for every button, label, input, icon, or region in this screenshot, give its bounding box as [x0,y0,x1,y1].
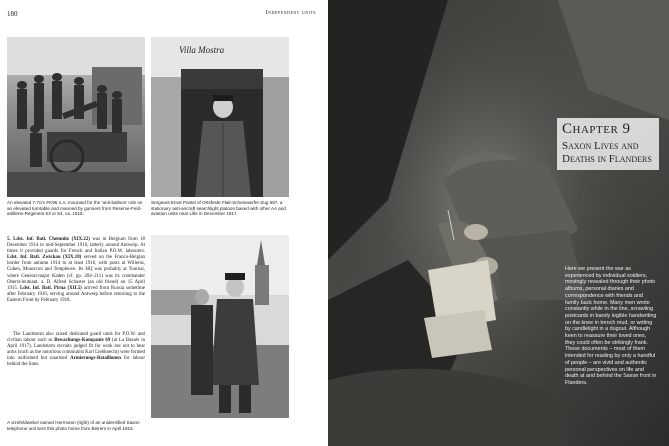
gun-crew-image [7,37,145,197]
photo-vizefeldwebel [151,235,289,418]
chapter-label: Chapter 9 [562,121,631,137]
chapter-title: Saxon Lives and Deaths in Flanders [562,140,652,165]
unit-armierungs: Armierungs-Bataillonen [70,356,121,362]
photo-anti-balloon-gun [7,37,145,197]
page-number: 180 [7,10,18,18]
left-page [0,0,328,446]
photo-sign-text: Villa Mostra [179,45,225,55]
chapter-heading-box [557,118,659,170]
body-paragraph-2 [7,332,145,369]
para2-text-1: The Landsturm also raised dedicated guard units for P.O.W. and civilian labour such as [7,332,145,344]
unit-bewachungs: Bewachungs-Kompanie 69 [54,338,111,344]
caption-vizefeldwebel: A vizefeldwebel named Herrmann (right) of an unidentified Saxon telephone unit sent this photo home from Beirem in April 1915. [7,420,140,431]
caption-sergeant-postel: Sergeant Ernst Postel of Ortsfeste Flak-Scheinwerfer-Zug 697, a stationary anti-aircraft searchlight platoon based with other AA and aviation units near Lille in December 1917. [151,200,286,217]
para2-text-3: for labour behind the lines. [7,356,145,368]
sergeant-image [151,37,289,197]
unit-pirna: Ldst. Inf. Batl. Pirna (XII.5) [19,285,82,291]
running-head: Independent units [265,10,316,16]
chapter-intro-text: Here we present the war as experienced by individual soldiers, movingly revealed through their photo albums, personal diaries and correspondence with friends and family back home. Many men wrote constantly while in the line, scrawling postcards in barely legible handwriting on the knee in trench mud, or writing by candlelight in a dugout. Although keen to reassure their loved ones, they could often be strikingly frank. These documents – most of them intended for reading by only a handful of people – are vivid and authentic personal perspectives on life and death at and behind the Saxon front in Flanders. [565,266,657,386]
para1-text-1: was in Belgium from 18 December 1914 to mid-September 1916, latterly around Antwerp. At times it provided guards for French and Italian P.O.W. labourers. [7,237,146,255]
right-page [328,0,669,446]
vizefeldwebel-image [151,235,289,418]
para1-text-2: served on the Franco-Belgian border from autumn 1914 to at least 1916, with posts at Willems, Cuhen, Mouscron and Templeuve. Its HQ was probably at Tournai, where General-major Kaden (cf. pp. 204–211) was its commander Oberst-leutnant. a. D. Alfred Schuster (an old friend) on 15 April 1915. [7,255,145,291]
para2-text-2: (at La Bassée in April 1917). Landsturm recruits judged fit for work but not to bear arms (such as the notorious communist Karl Liebknecht) were formed into uniformed but unarmed [7,338,146,362]
para1-text-3: arrived from Russia sometime after February 1916, serving around Antwerp before returning to the Eastern Front by February 1918. [7,285,145,303]
unit-zwickau: Ldst. Inf. Batl. Zwickau (XIX.18) [7,255,82,261]
caption-anti-balloon-gun: An elevated 7.7cm FK96 n.A. mounted for the ‘anti-balloon’ role on an elevated turntable and manned by gunners from Reserve-Feld-artillerie-Regiment 53 or 54, ca. 1915. [7,200,143,217]
body-paragraph-1 [7,237,145,304]
photo-sergeant-postel [151,37,289,197]
unit-chemnitz: 5. Ldst. Inf. Batl. Chemnitz (XIX.22) [7,237,90,242]
